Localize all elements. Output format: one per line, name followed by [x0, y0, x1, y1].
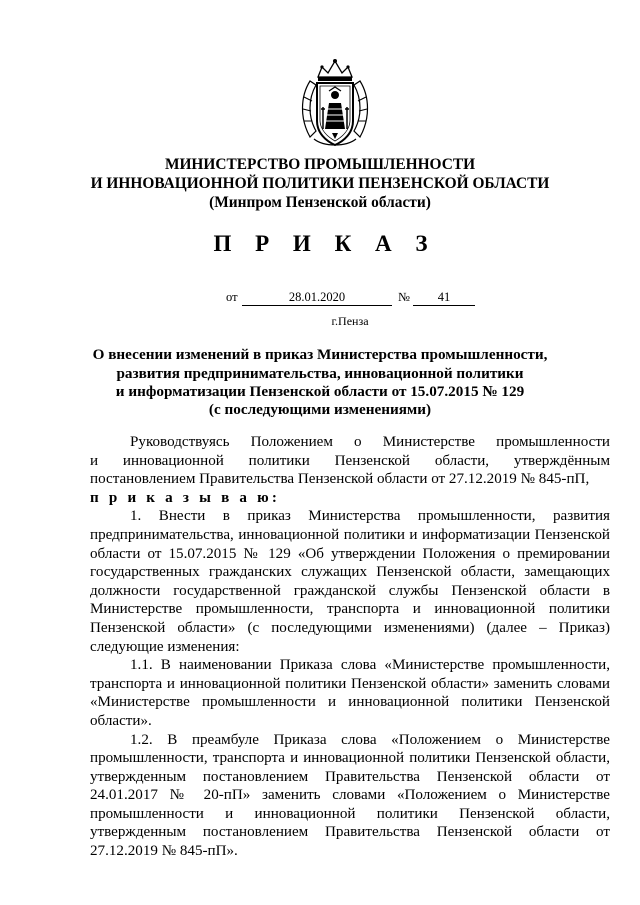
number-prefix: №: [398, 290, 410, 304]
coat-of-arms-emblem: [296, 57, 374, 149]
city-name: г.Пенза: [331, 314, 369, 328]
body-line: государственных гражданских служащих Пензенской области, замещающих: [90, 564, 610, 581]
body-line: и инновационной политики Пензенской области, утверждённым: [90, 452, 610, 469]
body-line: «Министерстве промышленности и инновационной политики Пензенской: [90, 694, 610, 711]
body-line: следующие изменения:: [90, 638, 240, 655]
body-line: Руководствуясь Положением о Министерстве промышленности: [130, 434, 610, 450]
body-line: постановлением Правительства Пензенской области от 27.12.2019 № 845-пП,: [90, 471, 590, 488]
body-line: области от 15.07.2015 № 129 «Об утверждении Положения о премировании: [90, 545, 610, 562]
body-line: промышленности и инновационной политики Пензенской области,: [90, 805, 610, 822]
body-line: Пензенской области» (с последующими изменениями) (далее – Приказ): [90, 619, 610, 636]
body-line: Министерстве промышленности, транспорта и инновационной политики: [90, 601, 610, 618]
date-number-line: [0, 290, 640, 308]
order-body-text: [90, 433, 610, 861]
title-line1: О внесении изменений в приказ Министерства промышленности,: [92, 346, 548, 363]
body-line: п р и к а з ы в а ю:: [90, 489, 281, 506]
ministry-name-line2: И ИННОВАЦИОННОЙ ПОЛИТИКИ ПЕНЗЕНСКОЙ ОБЛАСТИ: [90, 175, 550, 192]
body-line: транспорта и инновационной политики Пензенской области» заменить словами: [90, 675, 610, 692]
body-line: 1. Внести в приказ Министерства промышленности, развития: [130, 508, 610, 525]
title-line4: (с последующими изменениями): [208, 401, 432, 418]
body-line: области».: [90, 712, 152, 729]
body-line: 1.1. В наименовании Приказа слова «Министерстве промышленности,: [130, 657, 610, 674]
ministry-name-line1: МИНИСТЕРСТВО ПРОМЫШЛЕННОСТИ: [164, 156, 476, 173]
date-prefix: от: [226, 290, 238, 304]
body-line: утвержденным постановлением Правительства Пензенской области от: [90, 824, 610, 841]
title-line2: развития предпринимательства, инновационной политики: [116, 365, 524, 382]
body-line: 24.01.2017 № 20-пП» заменить словами «Положением о Министерстве: [90, 787, 610, 804]
body-line: промышленности, транспорта и инновационной политики Пензенской области,: [90, 750, 610, 767]
body-line: 1.2. В преамбуле Приказа слова «Положением о Министерстве: [130, 731, 610, 748]
ministry-short-name: (Минпром Пензенской области): [209, 194, 431, 211]
body-line: 27.12.2019 № 845-пП».: [90, 843, 238, 860]
title-line3: и информатизации Пензенской области от 15.07.2015 № 129: [115, 383, 525, 400]
body-line: утвержденным постановлением Правительства Пензенской области от: [90, 768, 610, 785]
document-number: 41: [413, 290, 475, 306]
body-line: предпринимательства, инновационной политики и информатизации Пензенской: [90, 526, 610, 543]
document-type-heading: П Р И К А З: [213, 231, 437, 256]
document-date: 28.01.2020: [242, 290, 392, 306]
body-line: должности государственной гражданской службы Пензенской области в: [90, 582, 610, 599]
